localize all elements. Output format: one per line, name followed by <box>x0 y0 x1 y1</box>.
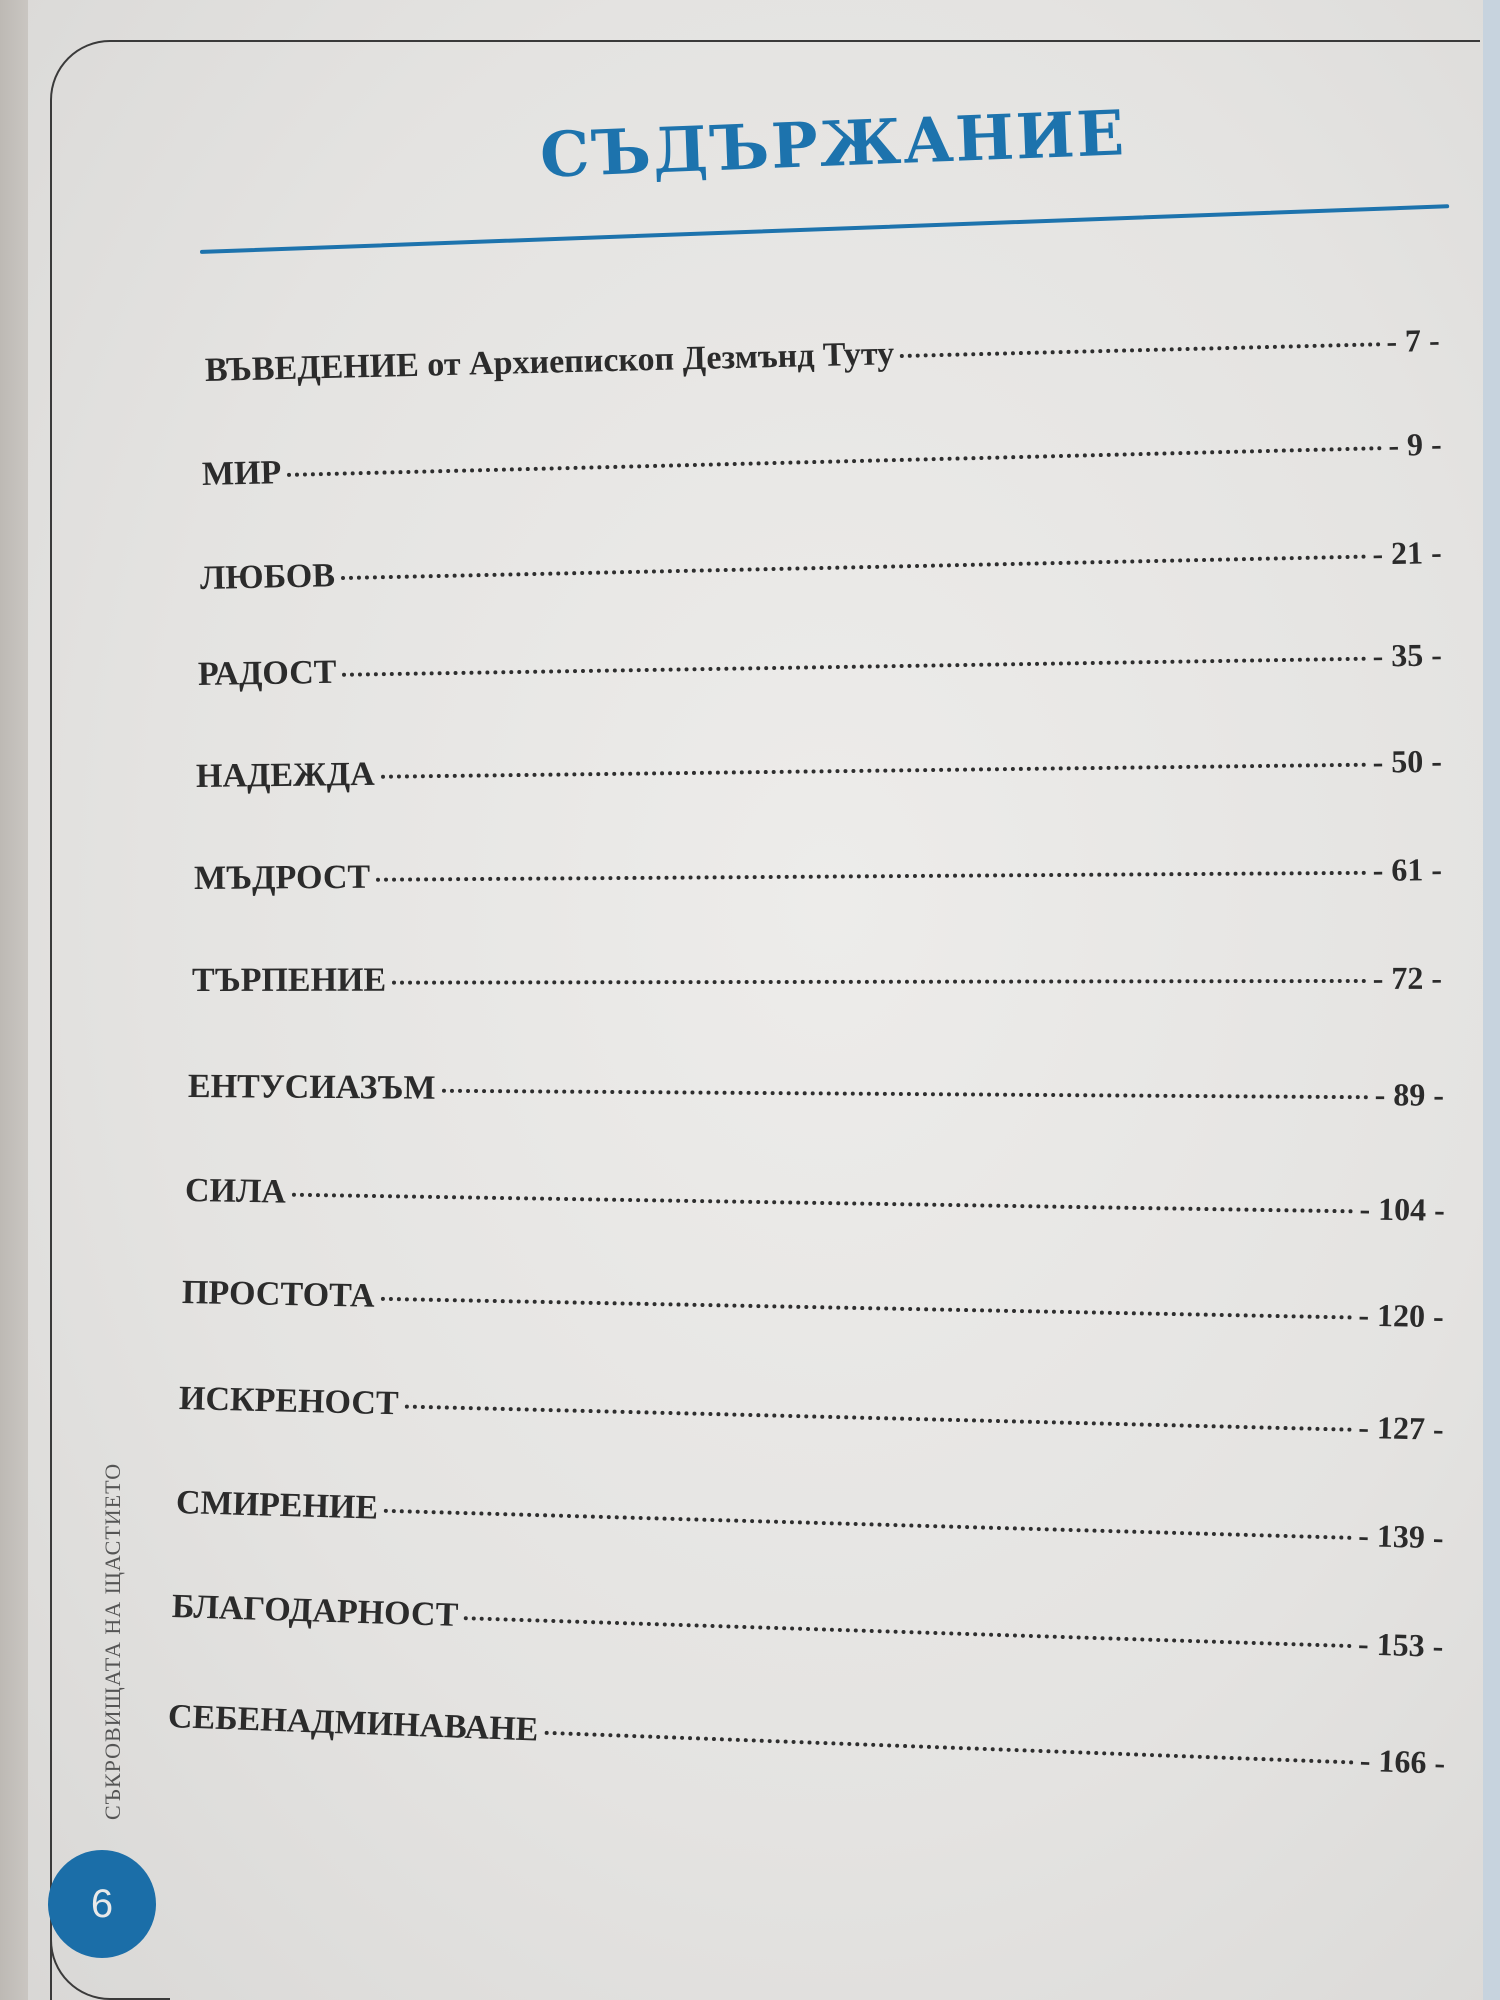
toc-entry-page: - 7 - <box>1385 321 1441 360</box>
toc-entry <box>185 1172 1445 1230</box>
toc-entry-label: ТЪРПЕНИЕ <box>191 961 387 999</box>
toc-entry-page: - 139 - <box>1357 1517 1445 1556</box>
toc-leader-dots <box>900 342 1380 358</box>
toc-entry-label: СМИРЕНИЕ <box>175 1484 379 1527</box>
toc-entry-page: - 21 - <box>1372 533 1443 572</box>
toc-entry-label: СЕБЕНАДМИНАВАНЕ <box>167 1698 539 1749</box>
toc-leader-dots <box>292 1193 1354 1214</box>
toc-leader-dots <box>404 1405 1352 1432</box>
running-title: СЪКРОВИЩАТА НА ЩАСТИЕТО <box>100 1462 125 1820</box>
toc-entry-page: - 35 - <box>1372 636 1443 674</box>
toc-entry <box>188 1068 1444 1115</box>
toc-entry-label: РАДОСТ <box>197 653 337 693</box>
toc-entry <box>194 851 1442 898</box>
toc-entry-page: - 89 - <box>1374 1076 1445 1113</box>
toc-entry-label: ИСКРЕНОСТ <box>178 1380 400 1423</box>
toc-leader-dots <box>381 1297 1353 1320</box>
toc-entry-label: НАДЕЖДА <box>195 755 375 795</box>
toc-entry <box>202 426 1443 494</box>
toc-entry <box>182 1274 1444 1336</box>
toc-entry-label: МИР <box>201 454 282 493</box>
toc-entry <box>196 743 1442 796</box>
toc-leader-dots <box>392 979 1367 985</box>
toc-entry-label: ЛЮБОВ <box>199 557 336 597</box>
toc-entry-page: - 166 - <box>1359 1741 1446 1781</box>
toc-entry <box>175 1484 1444 1557</box>
toc-entry-page: - 72 - <box>1372 959 1443 996</box>
toc-leader-dots <box>342 657 1366 677</box>
toc-entry <box>200 534 1443 598</box>
toc-leader-dots <box>376 871 1367 882</box>
toc-entry-page: - 50 - <box>1372 742 1443 780</box>
toc-leader-dots <box>441 1089 1368 1099</box>
toc-entry-label: БЛАГОДАРНОСТ <box>171 1588 459 1634</box>
page-title: СЪДЪРЖАНИЕ <box>538 96 1128 192</box>
toc-entry-page: - 61 - <box>1372 851 1443 888</box>
toc-entry-label: ПРОСТОТА <box>181 1274 375 1315</box>
toc-entry-page: - 153 - <box>1357 1625 1444 1664</box>
toc-entry <box>167 1698 1446 1783</box>
toc-entry-label: ВЪВЕДЕНИЕ от Архиепископ Дезмънд Туту <box>204 335 895 389</box>
toc-leader-dots <box>384 1509 1352 1540</box>
toc-leader-dots <box>341 555 1367 580</box>
page-number-badge: 6 <box>48 1850 156 1958</box>
toc-leader-dots <box>381 763 1367 779</box>
toc-entry <box>179 1380 1445 1449</box>
toc-leader-dots <box>464 1616 1352 1648</box>
toc-leader-dots <box>287 446 1382 477</box>
toc-entry-label: МЪДРОСТ <box>193 858 371 897</box>
toc-entry-page: - 9 - <box>1387 425 1443 464</box>
toc-entry <box>171 1588 1444 1666</box>
toc-entry-page: - 104 - <box>1359 1190 1446 1228</box>
toc-entry-label: СИЛА <box>184 1172 287 1211</box>
toc-entry <box>205 322 1441 390</box>
toc-entry <box>198 636 1442 694</box>
toc-leader-dots <box>544 1731 1354 1765</box>
toc-entry-page: - 120 - <box>1358 1296 1445 1335</box>
toc-entry <box>192 960 1442 1000</box>
toc-entry-page: - 127 - <box>1357 1408 1445 1447</box>
toc-entry-label: ЕНТУСИАЗЪМ <box>187 1068 436 1107</box>
